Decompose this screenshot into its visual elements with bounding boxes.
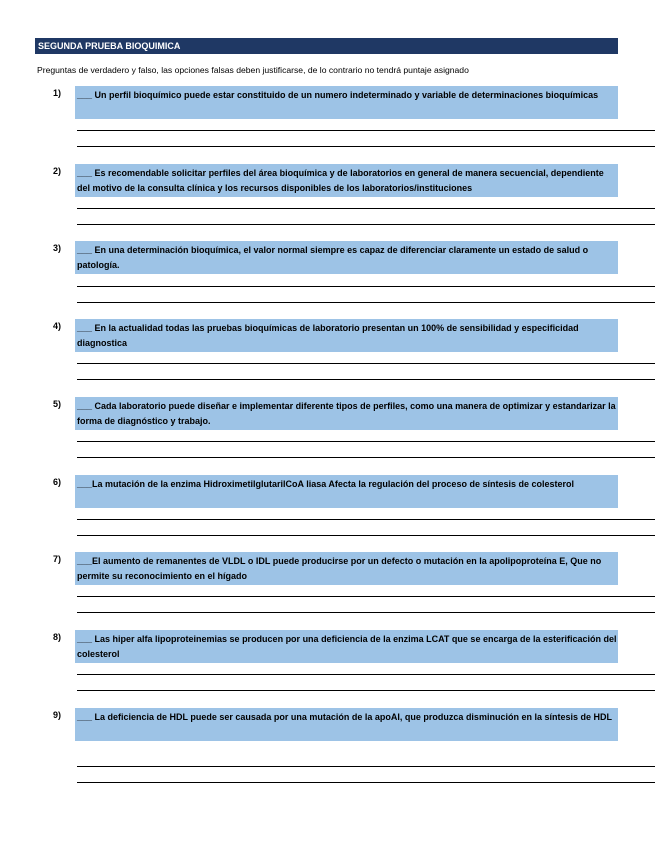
answer-line[interactable] [77, 690, 655, 691]
answer-line[interactable] [77, 286, 655, 287]
answer-line[interactable] [77, 535, 655, 536]
answer-line[interactable] [77, 146, 655, 147]
question-number: 3) [53, 243, 62, 253]
question-text: ___ Un perfil bioquímico puede estar constituido de un numero indeterminado y variable de determinaciones bioquímicas [77, 90, 599, 100]
answer-line[interactable] [77, 457, 655, 458]
question-number: 8) [53, 632, 62, 642]
answer-line[interactable] [77, 519, 655, 520]
answer-line[interactable] [77, 363, 655, 364]
answer-line[interactable] [77, 302, 655, 303]
answer-line[interactable] [77, 379, 655, 380]
question-text: ___ En la actualidad todas las pruebas bioquímicas de laboratorio presentan un 100% de sensibilidad y especificidad diagnostica [77, 323, 579, 348]
question-text: ___La mutación de la enzima HidroximetilglutarilCoA liasa Afecta la regulación del proceso de síntesis de colesterol [77, 479, 574, 489]
question-number: 6) [53, 477, 62, 487]
question-number: 1) [53, 88, 62, 98]
question-text: ___ Cada laboratorio puede diseñar e implementar diferente tipos de perfiles, como una manera de optimizar y estandarizar la forma de diagnóstico y trabajo. [77, 401, 616, 426]
question-number: 4) [53, 321, 62, 331]
instructions-text: Preguntas de verdadero y falso, las opciones falsas deben justificarse, de lo contrario no tendrá puntaje asignado [37, 65, 469, 75]
question-text: ___ La deficiencia de HDL puede ser causada por una mutación de la apoAI, que produzca disminución en la síntesis de HDL [77, 712, 612, 722]
answer-line[interactable] [77, 782, 655, 783]
answer-line[interactable] [77, 612, 655, 613]
answer-line[interactable] [77, 766, 655, 767]
answer-line[interactable] [77, 224, 655, 225]
question-text: ___ Las hiper alfa lipoproteinemias se producen por una deficiencia de la enzima LCAT que se encarga de la esterificación del colesterol [77, 634, 617, 659]
question-number: 9) [53, 710, 62, 720]
answer-line[interactable] [77, 208, 655, 209]
question-number: 2) [53, 166, 62, 176]
answer-line[interactable] [77, 441, 655, 442]
question-text: ___ En una determinación bioquímica, el valor normal siempre es capaz de diferenciar claramente un estado de salud o patología. [77, 245, 589, 270]
answer-line[interactable] [77, 130, 655, 131]
question-text: ___ Es recomendable solicitar perfiles del área bioquímica y de laboratorios en general de manera secuencial, dependiente del motivo de la consulta clínica y los recursos disponibles de los laboratorios/instituciones [77, 168, 604, 193]
answer-line[interactable] [77, 596, 655, 597]
question-number: 7) [53, 554, 62, 564]
answer-line[interactable] [77, 674, 655, 675]
document-title: SEGUNDA PRUEBA BIOQUIMICA [35, 38, 618, 54]
question-number: 5) [53, 399, 62, 409]
question-text: ___El aumento de remanentes de VLDL o IDL puede producirse por un defecto o mutación en la apolipoproteína E, Que no permite su reconocimiento en el hígado [77, 556, 602, 581]
